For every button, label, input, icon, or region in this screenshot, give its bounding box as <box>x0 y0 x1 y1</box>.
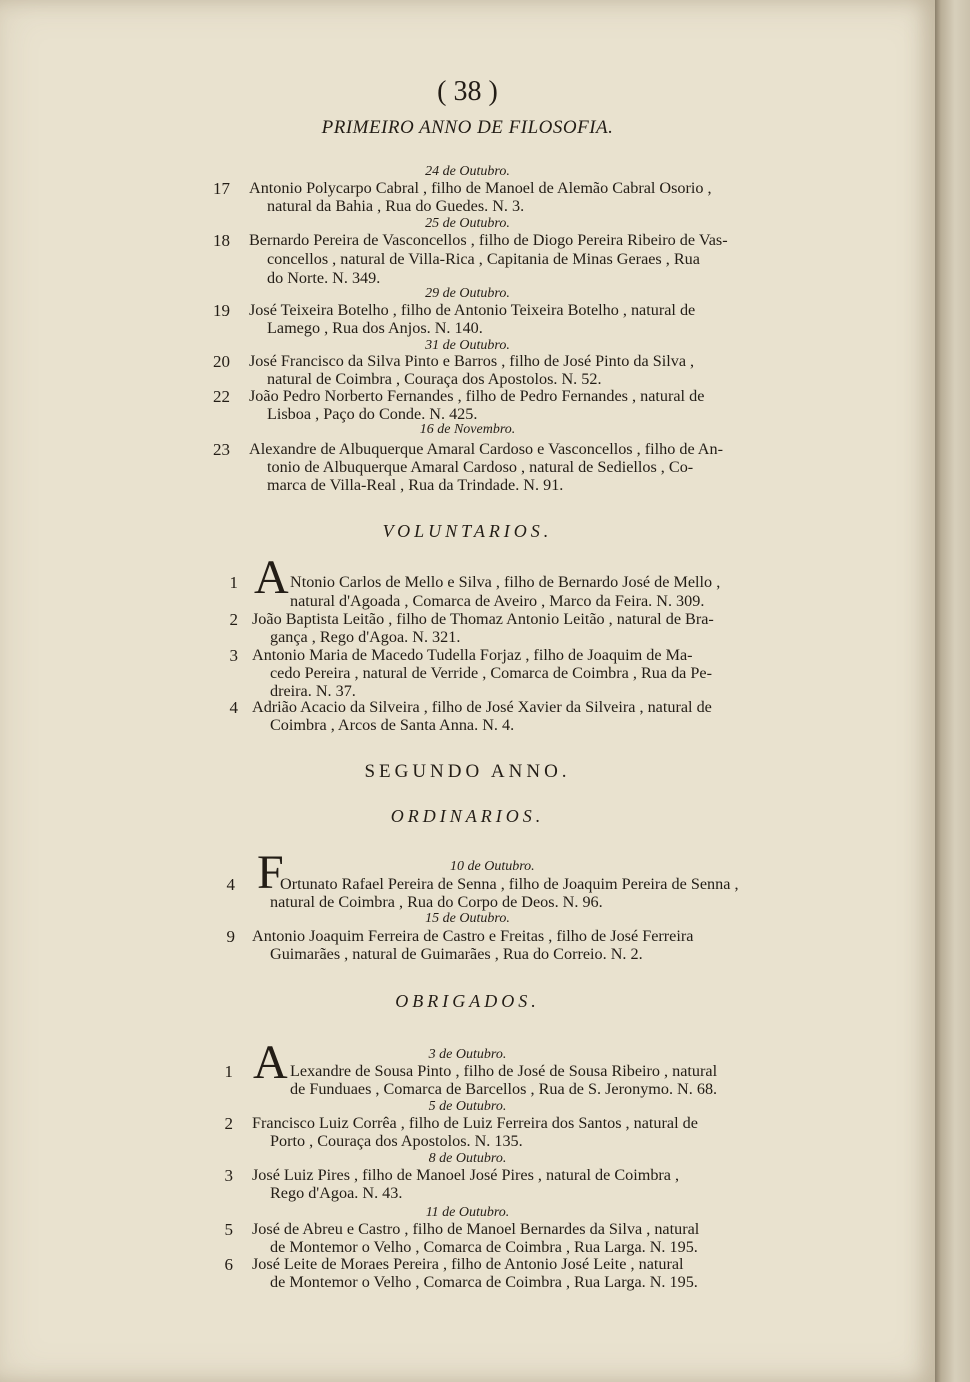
entry-number: 19 <box>213 301 230 320</box>
entry-line: Antonio Maria de Macedo Tudella Forjaz , filho de Joaquim de Ma- <box>252 646 693 664</box>
drop-cap: F <box>257 846 284 899</box>
date-heading: 3 de Outubro. <box>428 1047 507 1062</box>
date-heading: 8 de Outubro. <box>428 1151 507 1166</box>
entry-line: José Leite de Moraes Pereira , filho de Antonio José Leite , natural <box>252 1255 684 1273</box>
entry-line: concellos , natural de Villa-Rica , Capitania de Minas Geraes , Rua <box>267 250 700 268</box>
entry-line: Coimbra , Arcos de Santa Anna. N. 4. <box>270 716 515 734</box>
entry-number: 17 <box>213 179 230 198</box>
entry-number: 23 <box>213 440 230 459</box>
entry-line: Antonio Joaquim Ferreira de Castro e Freitas , filho de José Ferreira <box>252 927 694 945</box>
entry-line: José Francisco da Silva Pinto e Barros , filho de José Pinto da Silva , <box>249 352 695 370</box>
entry-line: Lisboa , Paço do Conde. N. 425. <box>267 405 478 423</box>
entry-line: dreira. N. 37. <box>270 682 356 700</box>
section-heading-voluntarios: VOLUNTARIOS. <box>382 521 553 541</box>
entry-number: 9 <box>226 927 235 946</box>
entry-number: 2 <box>224 1114 233 1133</box>
entry-line: Ntonio Carlos de Mello e Silva , filho de Bernardo José de Mello , <box>290 573 721 591</box>
entry-number: 6 <box>224 1255 233 1274</box>
page-number: ( 38 ) <box>437 76 498 107</box>
date-heading: 24 de Outubro. <box>425 164 510 179</box>
entry-line: João Baptista Leitão , filho de Thomaz Antonio Leitão , natural de Bra- <box>252 610 714 628</box>
date-heading: 29 de Outubro. <box>425 286 510 301</box>
entry-line: cedo Pereira , natural de Verride , Comarca de Coimbra , Rua da Pe- <box>270 664 712 682</box>
entry-line: Porto , Couraça dos Apostolos. N. 135. <box>270 1132 523 1150</box>
entry-number: 1 <box>224 1062 233 1081</box>
entry-line: Ortunato Rafael Pereira de Senna , filho de Joaquim Pereira de Senna , <box>280 875 739 893</box>
entry-line: Antonio Polycarpo Cabral , filho de Manoel de Alemão Cabral Osorio , <box>249 179 712 197</box>
entry-line: de Montemor o Velho , Comarca de Coimbra , Rua Larga. N. 195. <box>270 1238 698 1256</box>
entry-line: natural de Coimbra , Couraça dos Apostolos. N. 52. <box>267 370 602 388</box>
date-heading: 31 de Outubro. <box>425 338 510 353</box>
entry-line: gança , Rego d'Agoa. N. 321. <box>270 628 461 646</box>
entry-number: 18 <box>213 231 230 250</box>
entry-number: 5 <box>224 1220 233 1239</box>
entry-line: Lexandre de Sousa Pinto , filho de José de Sousa Ribeiro , natural <box>290 1062 718 1080</box>
entry-line: João Pedro Norberto Fernandes , filho de Pedro Fernandes , natural de <box>249 387 705 405</box>
drop-cap: A <box>253 1036 288 1089</box>
entry-line: Guimarães , natural de Guimarães , Rua do Correio. N. 2. <box>270 945 643 963</box>
entry-number: 4 <box>226 875 235 894</box>
section-heading-segundo-anno: SEGUNDO ANNO. <box>364 761 571 782</box>
entry-line: do Norte. N. 349. <box>267 269 381 287</box>
entry-line: Bernardo Pereira de Vasconcellos , filho de Diogo Pereira Ribeiro de Vas- <box>249 231 728 249</box>
section-heading-obrigados: OBRIGADOS. <box>395 991 540 1011</box>
date-heading: 5 de Outubro. <box>428 1099 507 1114</box>
entry-line: de Montemor o Velho , Comarca de Coimbra , Rua Larga. N. 195. <box>270 1273 698 1291</box>
entry-number: 2 <box>229 610 238 629</box>
entry-number: 20 <box>213 352 230 371</box>
entry-line: Francisco Luiz Corrêa , filho de Luiz Ferreira dos Santos , natural de <box>252 1114 698 1132</box>
entry-number: 3 <box>229 646 238 665</box>
entry-line: José Teixeira Botelho , filho de Antonio Teixeira Botelho , natural de <box>249 301 696 319</box>
entry-line: Rego d'Agoa. N. 43. <box>270 1184 403 1202</box>
entry-line: natural de Coimbra , Rua do Corpo de Deos. N. 96. <box>270 893 603 911</box>
date-heading: 16 de Novembro. <box>419 422 516 437</box>
entry-line: José de Abreu e Castro , filho de Manoel Bernardes da Silva , natural <box>252 1220 700 1238</box>
entry-line: Lamego , Rua dos Anjos. N. 140. <box>267 319 483 337</box>
entry-number: 3 <box>224 1166 233 1185</box>
page-title: PRIMEIRO ANNO DE FILOSOFIA. <box>321 117 614 138</box>
section-heading-ordinarios: ORDINARIOS. <box>390 806 545 826</box>
book-gutter <box>935 0 970 1382</box>
entry-line: tonio de Albuquerque Amaral Cardoso , natural de Sediellos , Co- <box>267 458 694 476</box>
date-heading: 25 de Outubro. <box>425 216 510 231</box>
entry-number: 22 <box>213 387 230 406</box>
entry-line: de Funduaes , Comarca de Barcellos , Rua de S. Jeronymo. N. 68. <box>290 1080 718 1098</box>
entry-line: marca de Villa-Real , Rua da Trindade. N. 91. <box>267 476 564 494</box>
entry-line: natural d'Agoada , Comarca de Aveiro , Marco da Feira. N. 309. <box>290 592 705 610</box>
entry-line: Alexandre de Albuquerque Amaral Cardoso e Vasconcellos , filho de An- <box>249 440 723 458</box>
entry-line: natural da Bahia , Rua do Guedes. N. 3. <box>267 197 525 215</box>
entry-line: José Luiz Pires , filho de Manoel José Pires , natural de Coimbra , <box>252 1166 680 1184</box>
date-heading: 15 de Outubro. <box>425 911 510 926</box>
drop-cap: A <box>254 551 289 604</box>
entry-number: 1 <box>229 573 238 592</box>
entry-number: 4 <box>229 698 238 717</box>
date-heading: 11 de Outubro. <box>425 1205 510 1220</box>
date-heading: 10 de Outubro. <box>450 859 535 874</box>
entry-line: Adrião Acacio da Silveira , filho de José Xavier da Silveira , natural de <box>252 698 712 716</box>
